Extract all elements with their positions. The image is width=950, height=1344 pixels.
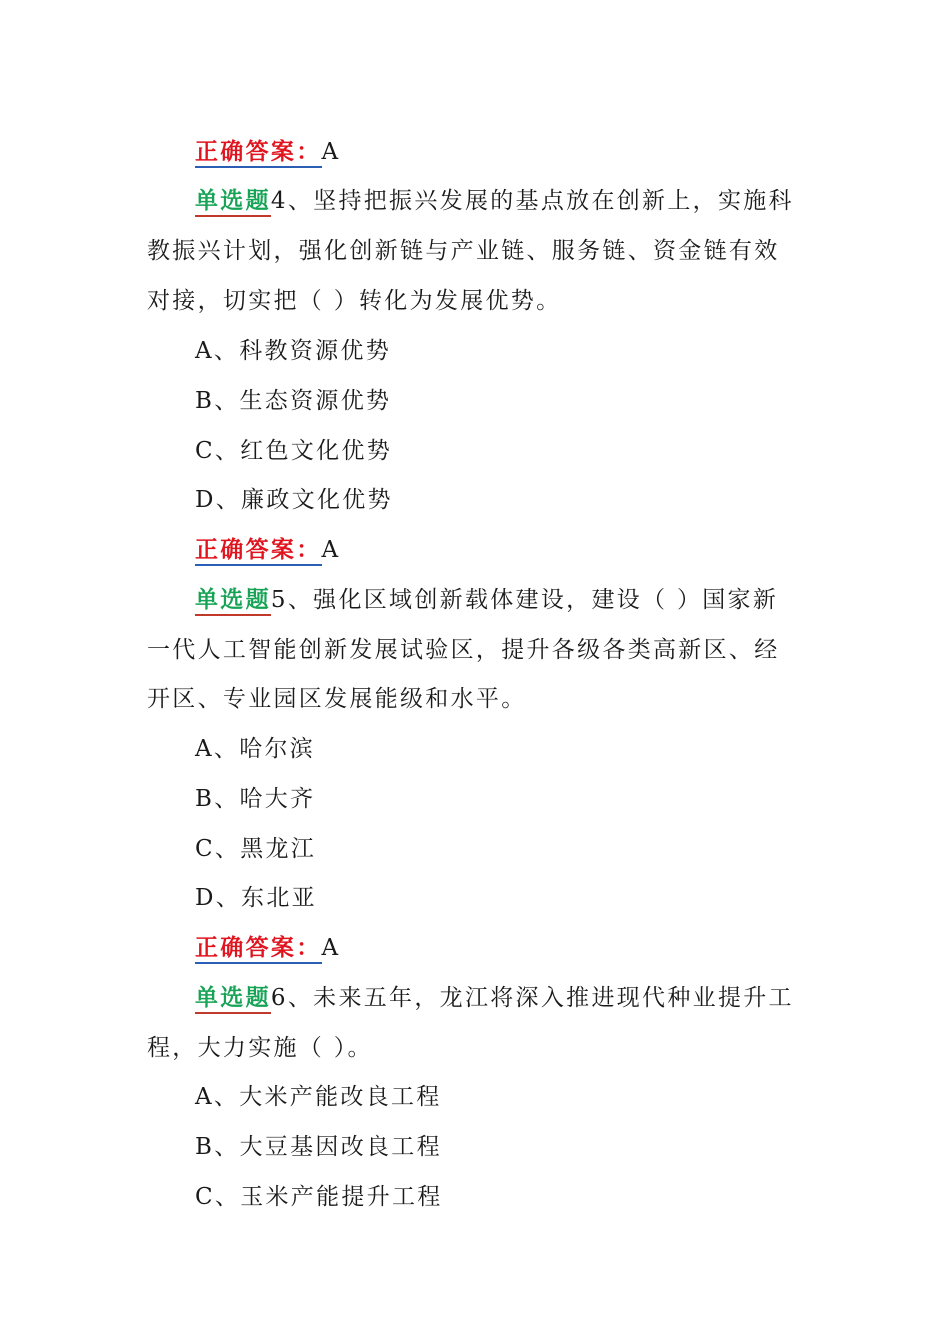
answer-label: 正确答案：	[195, 138, 322, 168]
question-number: 6、	[270, 985, 314, 1011]
question-type-tag: 单选题	[195, 984, 271, 1014]
question-line: 教振兴计划，强化创新链与产业链、服务链、资金链有效	[147, 238, 780, 264]
answer-line	[195, 933, 340, 963]
option-a: A、大米产能改良工程	[195, 1084, 442, 1110]
question-text: 坚持把振兴发展的基点放在创新上，实施科	[313, 188, 794, 214]
answer-line	[195, 535, 340, 565]
option-d: D、廉政文化优势	[195, 487, 393, 513]
question-number: 4、	[270, 188, 314, 214]
option-b: B、生态资源优势	[195, 388, 392, 414]
question-type-tag: 单选题	[195, 586, 271, 616]
question-line: 程，大力实施（ ）。	[147, 1035, 373, 1061]
option-c: C、红色文化优势	[195, 438, 392, 464]
question-line	[195, 983, 794, 1013]
answer-value: A	[321, 139, 341, 165]
option-d: D、东北亚	[195, 885, 317, 911]
answer-value: A	[321, 935, 341, 961]
question-line	[195, 186, 794, 216]
option-a: A、科教资源优势	[195, 338, 392, 364]
answer-label: 正确答案：	[195, 536, 322, 566]
question-line: 开区、专业园区发展能级和水平。	[147, 686, 527, 712]
option-b: B、哈大齐	[195, 786, 316, 812]
option-c: C、黑龙江	[195, 836, 317, 862]
option-b: B、大豆基因改良工程	[195, 1134, 442, 1160]
question-line: 对接，切实把（ ）转化为发展优势。	[147, 288, 562, 314]
question-line	[195, 585, 778, 615]
question-number: 5、	[270, 587, 314, 613]
option-a: A、哈尔滨	[195, 736, 316, 762]
question-type-tag: 单选题	[195, 187, 271, 217]
question-text: 强化区域创新载体建设，建设（ ）国家新	[313, 587, 779, 613]
option-c: C、玉米产能提升工程	[195, 1184, 443, 1210]
answer-value: A	[321, 537, 341, 563]
question-line: 一代人工智能创新发展试验区，提升各级各类高新区、经	[147, 637, 780, 663]
answer-label: 正确答案：	[195, 934, 322, 964]
answer-line	[195, 137, 340, 167]
question-text: 未来五年，龙江将深入推进现代种业提升工	[313, 985, 794, 1011]
